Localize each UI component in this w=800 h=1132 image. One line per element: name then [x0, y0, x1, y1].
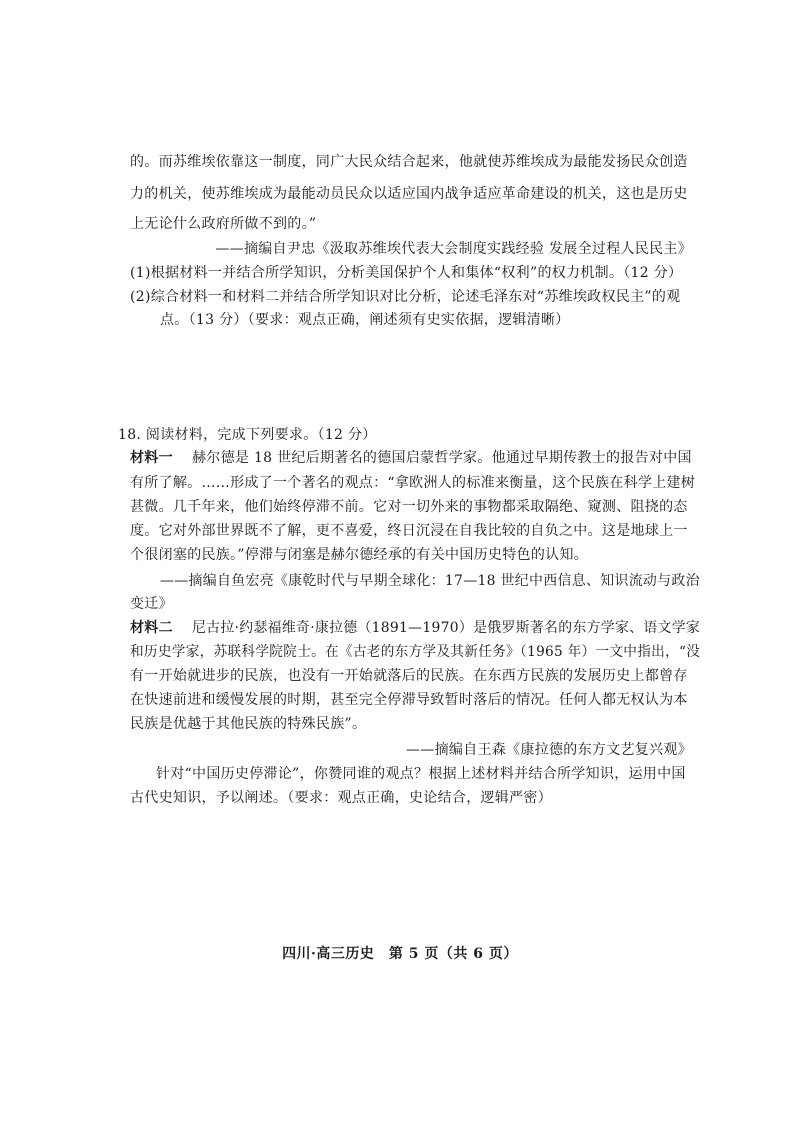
material-1-label: 材料一: [130, 450, 173, 466]
material-2-line: 有一开始就进步的民族，也没有一开始就落后的民族。在东西方民族的发展历史上都曾存: [130, 668, 688, 684]
question-18-prompt: 古代史知识，予以阐述。（要求：观点正确，史论结合，逻辑严密）: [130, 790, 552, 806]
material-2-line: 尼古拉·约瑟福维奇·康拉德（1891—1970）是俄罗斯著名的东方学家、语文学家: [192, 620, 701, 636]
material-1-source: ——摘编自鱼宏亮《康乾时代与早期全球化：17—18 世纪中西信息、知识流动与政治: [160, 573, 700, 589]
material-2-line: 和历史学家，苏联科学院院士。在《古老的东方学及其新任务》（1965 年）一文中指出，“没: [130, 644, 701, 660]
material-source: ——摘编自尹忠《汲取苏维埃代表大会制度实践经验 发展全过程人民民主》: [215, 241, 692, 257]
question-2-line: 点。（13 分）（要求：观点正确，阐述须有史实依据，逻辑清晰）: [160, 312, 570, 328]
material-1-line: 有所了解。……形成了一个著名的观点：“拿欧洲人的标准来衡量，这个民族在科学上建树: [130, 475, 696, 491]
question-1: (1)根据材料一并结合所学知识，分析美国保护个人和集体“权利”的权力机制。（12 分）: [130, 265, 683, 281]
material-1-line: 度。它对外部世界既不了解，更不喜爱，终日沉浸在自我比较的自负之中。这是地球上一: [130, 523, 688, 539]
material-1-line: 甚微。几千年来，他们始终停滞不前。它对一切外来的事物都采取隔绝、窥测、阻挠的态: [130, 499, 688, 515]
material-2-line: 民族是优越于其他民族的特殊民族”。: [130, 716, 367, 732]
question-18-prompt: 针对“中国历史停滞论”，你赞同谁的观点？根据上述材料并结合所学知识，运用中国: [156, 766, 686, 782]
material-1-line: 个很闭塞的民族。”停滞与闭塞是赫尔德经承的有关中国历史特色的认知。: [130, 547, 589, 563]
material-1-line: 赫尔德是 18 世纪后期著名的德国启蒙哲学家。他通过早期传教士的报告对中国: [192, 450, 692, 466]
page-footer: 四川·高三历史 第 5 页（共 6 页）: [282, 946, 518, 962]
material-2-line: 在快速前进和缓慢发展的时期，甚至完全停滞导致暂时落后的情况。任何人都无权认为本: [130, 692, 688, 708]
material-continuation-line: 力的机关，使苏维埃成为最能动员民众以适应国内战争适应革命建设的机关，这也是历史: [130, 186, 688, 202]
material-2-source: ——摘编自王森《康拉德的东方文艺复兴观》: [406, 742, 692, 758]
material-continuation-line: 上无论什么政府所做不到的。”: [130, 216, 317, 232]
question-18-heading: 18. 阅读材料，完成下列要求。（12 分）: [118, 427, 377, 443]
material-1-source: 变迁》: [130, 596, 173, 612]
material-continuation-line: 的。而苏维埃依靠这一制度，同广大民众结合起来，他就使苏维埃成为最能发扬民众创造: [130, 154, 688, 170]
question-2-line: (2)综合材料一和材料二并结合所学知识对比分析，论述毛泽东对“苏维埃政权民主”的观: [130, 289, 681, 305]
material-2-label: 材料二: [130, 620, 173, 636]
